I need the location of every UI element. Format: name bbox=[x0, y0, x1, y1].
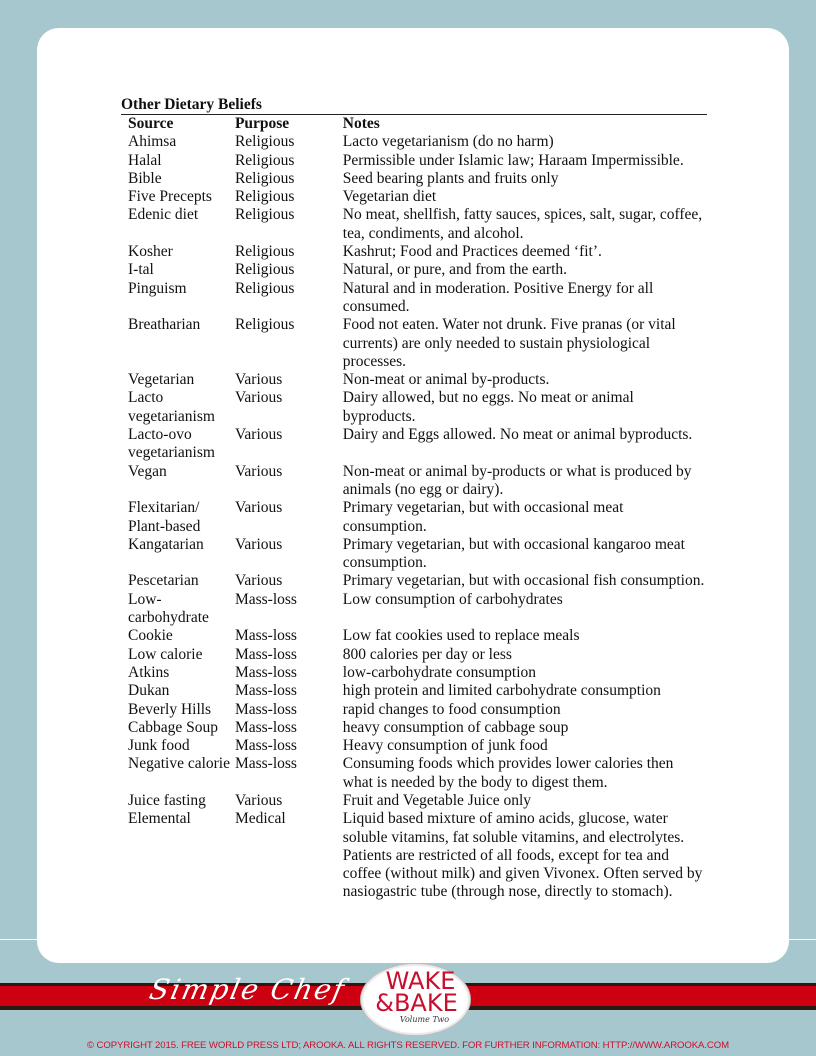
table-row bbox=[128, 371, 707, 389]
table-row bbox=[128, 206, 707, 243]
cell-purpose: Religious bbox=[234, 206, 295, 224]
header-source: Source bbox=[128, 115, 174, 132]
table-row bbox=[128, 499, 707, 536]
cell-purpose: Religious bbox=[234, 188, 295, 206]
cell-notes: Dairy allowed, but no eggs. No meat or animal byproducts. bbox=[342, 389, 634, 425]
dietary-beliefs-table bbox=[128, 115, 707, 902]
table-row bbox=[128, 261, 707, 279]
table-row bbox=[128, 280, 707, 317]
cell-source: Bible bbox=[128, 169, 162, 187]
cell-notes: Food not eaten. Water not drunk. Five pranas (or vital currents) are only needed to sustain physiological processes. bbox=[342, 316, 676, 370]
cell-notes: Dairy and Eggs allowed. No meat or animal byproducts. bbox=[342, 426, 693, 444]
cell-notes: Lacto vegetarianism (do no harm) bbox=[342, 133, 554, 151]
cell-source: Cookie bbox=[128, 627, 173, 645]
brand-script-simple-chef: Simple Chef bbox=[146, 973, 349, 1006]
table-row bbox=[128, 536, 707, 573]
cell-purpose: Mass-loss bbox=[234, 682, 297, 700]
cell-purpose: Various bbox=[234, 426, 283, 444]
cell-source: Beverly Hills bbox=[128, 700, 212, 718]
logo-line-bake: &BAKE bbox=[375, 989, 458, 1017]
header-notes: Notes bbox=[342, 115, 380, 132]
table-row bbox=[128, 664, 707, 682]
cell-purpose: Various bbox=[234, 371, 283, 389]
cell-notes: Primary vegetarian, but with occasional fish consumption. bbox=[342, 572, 705, 590]
cell-purpose: Mass-loss bbox=[234, 737, 297, 755]
cell-purpose: Mass-loss bbox=[234, 718, 297, 736]
cell-notes: Natural and in moderation. Positive Energy for all consumed. bbox=[342, 279, 654, 315]
table-row bbox=[128, 133, 707, 151]
cell-notes: Vegetarian diet bbox=[342, 188, 437, 206]
cell-source: Kosher bbox=[128, 243, 173, 261]
cell-source: Halal bbox=[128, 151, 162, 169]
cell-notes: Heavy consumption of junk food bbox=[342, 737, 548, 755]
cell-purpose: Mass-loss bbox=[234, 627, 297, 645]
cell-purpose: Various bbox=[234, 389, 283, 407]
cell-notes: Primary vegetarian, but with occasional meat consumption. bbox=[342, 499, 624, 535]
cell-purpose: Religious bbox=[234, 316, 295, 334]
cell-purpose: Religious bbox=[234, 279, 295, 297]
table-row bbox=[128, 792, 707, 810]
cell-purpose: Various bbox=[234, 462, 283, 480]
cell-notes: 800 calories per day or less bbox=[342, 645, 512, 663]
table-row bbox=[128, 646, 707, 664]
cell-notes: rapid changes to food consumption bbox=[342, 700, 561, 718]
cell-purpose: Mass-loss bbox=[234, 590, 297, 608]
table-row bbox=[128, 426, 707, 463]
cell-purpose: Medical bbox=[234, 810, 286, 828]
header-purpose: Purpose bbox=[234, 115, 290, 132]
table-row bbox=[128, 591, 707, 628]
cell-source: Elemental bbox=[128, 810, 191, 828]
table-row bbox=[128, 627, 707, 645]
table-row bbox=[128, 737, 707, 755]
cell-source: Ahimsa bbox=[128, 133, 177, 151]
cell-purpose: Religious bbox=[234, 261, 295, 279]
table-row bbox=[128, 810, 707, 901]
cell-purpose: Various bbox=[234, 572, 283, 590]
table-row bbox=[128, 188, 707, 206]
section-title: Other Dietary Beliefs bbox=[121, 96, 707, 115]
cell-notes: Consuming foods which provides lower calories then what is needed by the body to digest them. bbox=[342, 755, 674, 791]
cell-notes: heavy consumption of cabbage soup bbox=[342, 718, 569, 736]
cell-notes: low-carbohydrate consumption bbox=[342, 663, 537, 681]
logo-line-wake: WAKE bbox=[385, 967, 456, 995]
table-row bbox=[128, 243, 707, 261]
cell-source: Junk food bbox=[128, 737, 190, 755]
cell-notes: Permissible under Islamic law; Haraam Impermissible. bbox=[342, 151, 684, 169]
cell-purpose: Various bbox=[234, 535, 283, 553]
table-row bbox=[128, 719, 707, 737]
table-row bbox=[128, 463, 707, 500]
wake-and-bake-logo bbox=[360, 963, 471, 1036]
cell-notes: Non-meat or animal by-products or what is produced by animals (no egg or dairy). bbox=[342, 462, 692, 498]
table-row bbox=[128, 316, 707, 371]
cell-source: Flexitarian/ Plant-based bbox=[128, 499, 201, 535]
cell-source: Five Precepts bbox=[128, 188, 212, 206]
cell-source: Low calorie bbox=[128, 645, 203, 663]
cell-notes: high protein and limited carbohydrate consumption bbox=[342, 682, 661, 700]
cell-notes: Low consumption of carbohydrates bbox=[342, 590, 563, 608]
decorative-rule-left bbox=[0, 939, 38, 940]
cell-source: Lacto vegetarianism bbox=[128, 389, 215, 425]
cell-purpose: Mass-loss bbox=[234, 755, 297, 773]
cell-source: Edenic diet bbox=[128, 206, 199, 224]
cell-source: Juice fasting bbox=[128, 791, 206, 809]
cell-source: Negative calorie bbox=[128, 755, 230, 773]
cell-source: Cabbage Soup bbox=[128, 718, 218, 736]
cell-notes: Low fat cookies used to replace meals bbox=[342, 627, 580, 645]
decorative-rule-right bbox=[788, 939, 816, 940]
copyright-notice: © COPYRIGHT 2015. FREE WORLD PRESS LTD; AROOKA. ALL RIGHTS RESERVED. FOR FURTHER INFORMATION: HTTP://WWW.AROOKA.COM bbox=[87, 1040, 729, 1051]
table-body bbox=[128, 133, 707, 901]
cell-notes: Primary vegetarian, but with occasional kangaroo meat consumption. bbox=[342, 535, 685, 572]
cell-source: Vegan bbox=[128, 462, 167, 480]
table-row bbox=[128, 682, 707, 700]
cell-purpose: Religious bbox=[234, 169, 295, 187]
cell-purpose: Religious bbox=[234, 243, 295, 261]
table-row bbox=[128, 170, 707, 188]
document-content bbox=[121, 96, 707, 902]
table-row bbox=[128, 755, 707, 792]
cell-purpose: Various bbox=[234, 499, 283, 517]
table-row bbox=[128, 572, 707, 590]
table-row bbox=[128, 152, 707, 170]
cell-source: Low-carbohydrate bbox=[128, 590, 209, 627]
cell-notes: Seed bearing plants and fruits only bbox=[342, 169, 559, 187]
cell-source: Vegetarian bbox=[128, 371, 195, 389]
logo-subtitle: Volume Two bbox=[399, 1015, 450, 1024]
cell-notes: Kashrut; Food and Practices deemed ‘fit’. bbox=[342, 243, 602, 261]
cell-purpose: Mass-loss bbox=[234, 645, 297, 663]
cell-source: Dukan bbox=[128, 682, 170, 700]
cell-purpose: Mass-loss bbox=[234, 663, 297, 681]
cell-purpose: Various bbox=[234, 791, 283, 809]
table-header-row bbox=[128, 115, 707, 133]
cell-source: Pescetarian bbox=[128, 572, 199, 590]
cell-purpose: Religious bbox=[234, 133, 295, 151]
cell-source: Pinguism bbox=[128, 279, 187, 297]
table-row bbox=[128, 701, 707, 719]
cell-notes: Liquid based mixture of amino acids, glucose, water soluble vitamins, fat soluble vitamins, and electrolytes. Patients are restricted of all foods, except for tea and coffee (without milk) and given Vivonex. Often served by nasiogastric tube (through nose, directly to stomach). bbox=[342, 810, 703, 901]
cell-source: Lacto-ovo vegetarianism bbox=[128, 426, 215, 462]
cell-notes: Non-meat or animal by-products. bbox=[342, 371, 550, 389]
cell-source: Kangatarian bbox=[128, 535, 204, 553]
cell-purpose: Religious bbox=[234, 151, 295, 169]
cell-source: I-tal bbox=[128, 261, 154, 279]
cell-notes: Natural, or pure, and from the earth. bbox=[342, 261, 568, 279]
table-row bbox=[128, 389, 707, 426]
cell-notes: No meat, shellfish, fatty sauces, spices, salt, sugar, coffee, tea, condiments, and alcohol. bbox=[342, 206, 703, 242]
cell-notes: Fruit and Vegetable Juice only bbox=[342, 791, 532, 809]
cell-purpose: Mass-loss bbox=[234, 700, 297, 718]
cell-source: Breatharian bbox=[128, 316, 201, 334]
cell-source: Atkins bbox=[128, 663, 170, 681]
